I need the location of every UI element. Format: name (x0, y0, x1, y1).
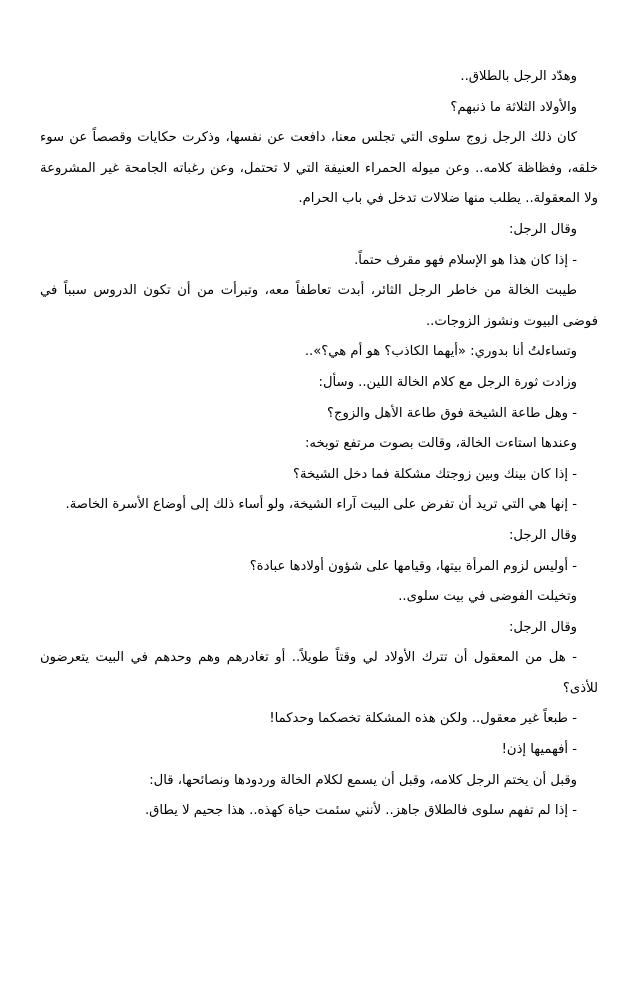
paragraph: - إذا كان هذا هو الإسلام فهو مقرف حتماً. (354, 252, 577, 268)
paragraph: كان ذلك الرجل زوج سلوى التي تجلس معنا، دافعت عن نفسها، وذكرت حكايات وقصصاً عن سوء خلقه، وفظاظة كلامه.. وعن ميوله الحمراء العنيفة التي لا تحتمل، وعن رغباته الجامحة غير المشروعة ولا المعقولة.. يطلب منها ضلالات تدخل في باب الحرام. (40, 130, 598, 207)
document-body (40, 62, 598, 827)
paragraph: - إذا كان بينك وبين زوجتك مشكلة فما دخل الشيخة؟ (293, 466, 577, 482)
paragraph: وقال الرجل: (508, 619, 577, 635)
paragraph: - هل من المعقول أن تترك الأولاد لي وقتاً طويلاً.. أو تغادرهم وهم وحدهم في البيت يتعرضون للأذى؟ (40, 650, 598, 696)
paragraph: وزادت ثورة الرجل مع كلام الخالة اللين.. وسأل: (318, 374, 577, 390)
paragraph: طيبت الخالة من خاطر الرجل الثائر، أبدت تعاطفاً معه، وتبرأت من أن تكون الدروس سبباً في فوضى البيوت ونشوز الزوجات.. (40, 283, 598, 329)
paragraph: والأولاد الثلاثة ما ذنبهم؟ (450, 99, 577, 115)
paragraph: - طبعاً غير معقول.. ولكن هذه المشكلة تخصكما وحدكما! (269, 711, 577, 727)
paragraph: - أفهميها إذن! (501, 742, 577, 758)
paragraph: وقبل أن يختم الرجل كلامه، وقبل أن يسمع لكلام الخالة وردودها ونصائحها، قال: (149, 772, 577, 788)
paragraph: وقال الرجل: (508, 527, 577, 543)
paragraph: وقال الرجل: (508, 221, 577, 237)
paragraph: وعندها استاءت الخالة، وقالت بصوت مرتفع توبخه: (304, 436, 577, 452)
paragraph: - أوليس لزوم المرأة بيتها، وقيامها على شؤون أولادها عبادة؟ (249, 558, 577, 574)
paragraph: - إذا لم تفهم سلوى فالطلاق جاهز.. لأنني سئمت حياة كهذه.. هذا جحيم لا يطاق. (144, 803, 577, 819)
paragraph: - وهل طاعة الشيخة فوق طاعة الأهل والزوج؟ (326, 405, 577, 421)
paragraph: - إنها هي التي تريد أن تفرض على البيت آراء الشيخة، ولو أساء ذلك إلى أوضاع الأسرة الخاصة. (65, 497, 577, 513)
paragraph: وتخيلت الفوضى في بيت سلوى.. (398, 589, 577, 605)
paragraph: وتساءلتُ أنا بدوري: «أيهما الكاذب؟ هو أم هي؟».. (304, 344, 577, 360)
paragraph: وهدّد الرجل بالطلاق.. (460, 69, 577, 84)
